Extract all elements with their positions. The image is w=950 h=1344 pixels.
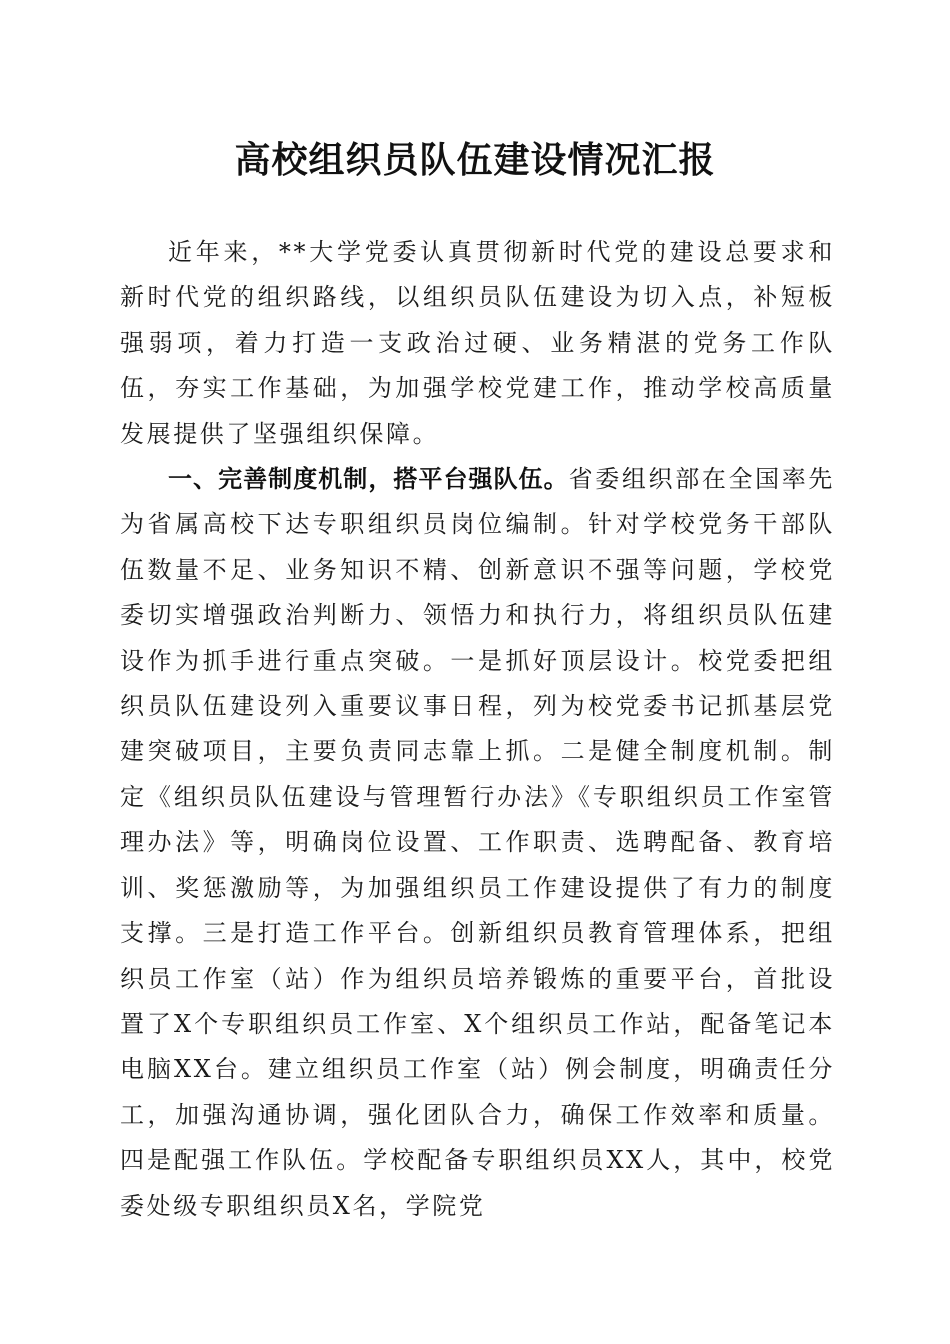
section-1-text: 省委组织部在全国率先为省属高校下达专职组织员岗位编制。针对学校党务干部队伍数量不足、业务知识不精、创新意识不强等问题，学校党委切实增强政治判断力、领悟力和执行力，将组织员队伍建设作为抓手进行重点突破。一是抓好顶层设计。校党委把组织员队伍建设列入重要议事日程，列为校党委书记抓基层党建突破项目，主要负责同志靠上抓。二是健全制度机制。制定《组织员队伍建设与管理暂行办法》《专职组织员工作室管理办法》等，明确岗位设置、工作职责、选聘配备、教育培训、奖惩激励等，为加强组织员工作建设提供了有力的制度支撑。三是打造工作平台。创新组织员教育管理体系，把组织员工作室（站）作为组织员培养锻炼的重要平台，首批设置了X个专职组织员工作室、X个组织员工作站，配备笔记本电脑XX台。建立组织员工作室（站）例会制度，明确责任分工，加强沟通协调，强化团队合力，确保工作效率和质量。四是配强工作队伍。学校配备专职组织员XX人，其中，校党委处级专职组织员X名，学院党 (120, 465, 835, 1220)
intro-paragraph: 近年来，**大学党委认真贯彻新时代党的建设总要求和新时代党的组织路线，以组织员队伍建设为切入点，补短板强弱项，着力打造一支政治过硬、业务精湛的党务工作队伍，夯实工作基础，为加强学校党建工作，推动学校高质量发展提供了坚强组织保障。 (120, 238, 835, 448)
document-title: 高校组织员队伍建设情况汇报 (234, 139, 716, 181)
section-1-heading: 一、完善制度机制，搭平台强队伍。 (168, 465, 569, 494)
section-1-paragraph (120, 457, 835, 1229)
document-body (120, 230, 835, 1229)
